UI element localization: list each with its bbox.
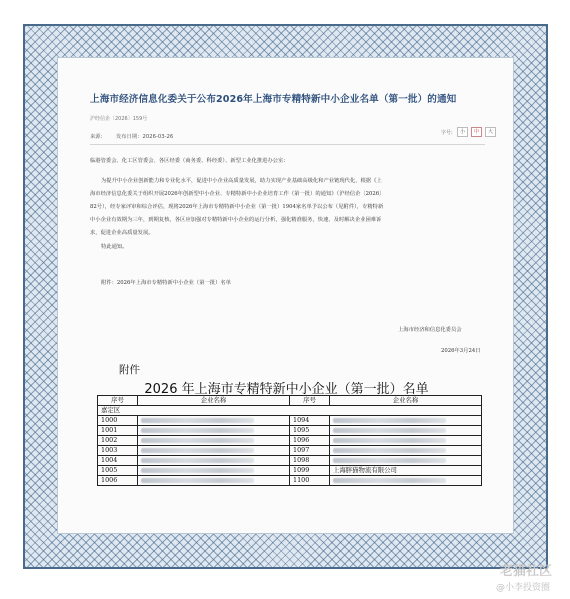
attachment-title: 2026 年上海市专精特新中小企业（第一批）名单 [144,382,429,397]
district-row [98,406,482,416]
body-line: 求，促进企业高质量发展。 [90,230,154,236]
serial-number: 1096 [290,436,330,446]
recipients: 临港管委会、化工区管委会、各区经委（商务委、科经委）、新型工业化推进办公室: [90,158,286,164]
header-company: 企业名称 [330,396,482,406]
redacted-company-name [330,476,482,486]
serial-number: 1006 [98,476,138,486]
notice-document [57,57,514,534]
attachment-label: 附件 [119,364,140,376]
table-row [98,466,482,476]
redacted-company-name [138,426,290,436]
redacted-company-name [138,456,290,466]
redacted-company-name [330,426,482,436]
company-list-table [97,395,482,486]
header-serial: 序号 [290,396,330,406]
company-name: 上海胖猫物流有限公司 [330,466,482,476]
document-number: 沪经信企〔2026〕159号 [90,116,148,122]
header-company: 企业名称 [138,396,290,406]
serial-number: 1095 [290,426,330,436]
serial-number: 1003 [98,446,138,456]
font-size-medium-button[interactable]: 中 [471,127,482,137]
redacted-company-name [330,436,482,446]
publish-date: 发布日期：2026-03-26 [116,134,174,140]
redacted-company-name [138,446,290,456]
body-line: 为提升中小企业创新能力和专业化水平，促进中小企业高质量发展，助力实现产业基础高级化和产业链现代化，根据《上 [101,178,382,184]
font-size-label: 字号: [441,130,453,136]
table-header-row [98,396,482,406]
serial-number: 1098 [290,456,330,466]
redacted-company-name [330,456,482,466]
serial-number: 1100 [290,476,330,486]
serial-number: 1004 [98,456,138,466]
redacted-company-name [138,466,290,476]
title-divider [90,144,485,145]
serial-number: 1000 [98,416,138,426]
header-serial: 序号 [98,396,138,406]
font-size-small-button[interactable]: 小 [457,127,468,137]
notice-title: 上海市经济信息化委关于公布2026年上海市专精特新中小企业名单（第一批）的通知 [90,94,457,105]
issuer-name: 上海市经济和信息化委员会 [398,327,462,333]
table-row [98,476,482,486]
table-row [98,456,482,466]
body-line: 中小企业有效期为三年，到期复核，各区应加强对专精特新中小企业的运行分析，强化精准服务，快速、及时解决企业困难诉 [90,217,382,223]
issue-date: 2026年3月24日 [441,348,481,354]
serial-number: 1002 [98,436,138,446]
font-size-large-button[interactable]: 大 [485,127,496,137]
closing-text: 特此通知。 [101,244,128,250]
serial-number: 1094 [290,416,330,426]
source-label: 来源: [90,134,103,140]
table-row [98,426,482,436]
redacted-company-name [138,476,290,486]
redacted-company-name [138,436,290,446]
redacted-company-name [330,446,482,456]
redacted-company-name [138,416,290,426]
attachment-link[interactable]: 附件：2026年上海市专精特新中小企业（第一批）名单 [101,280,232,286]
watermark-author: @小李投资圈 [495,583,550,593]
district-name: 嘉定区 [98,406,482,416]
table-row [98,446,482,456]
body-line: 82号），经专家评审和综合评估，现将2026年上海市专精特新中小企业（第一批）1904家名单予以公布（见附件），专精特新 [90,204,384,210]
redacted-company-name [330,416,482,426]
serial-number: 1005 [98,466,138,476]
table-row [98,416,482,426]
body-line: 海市经济信息化委关于组织开展2026年创新型中小企业、专精特新中小企业培育工作（第一批）的通知》（沪经信企〔2026〕 [90,191,385,197]
table-row [98,436,482,446]
serial-number: 1099 [290,466,330,476]
serial-number: 1001 [98,426,138,436]
watermark-community: 老猫社区 [499,564,552,579]
serial-number: 1097 [290,446,330,456]
